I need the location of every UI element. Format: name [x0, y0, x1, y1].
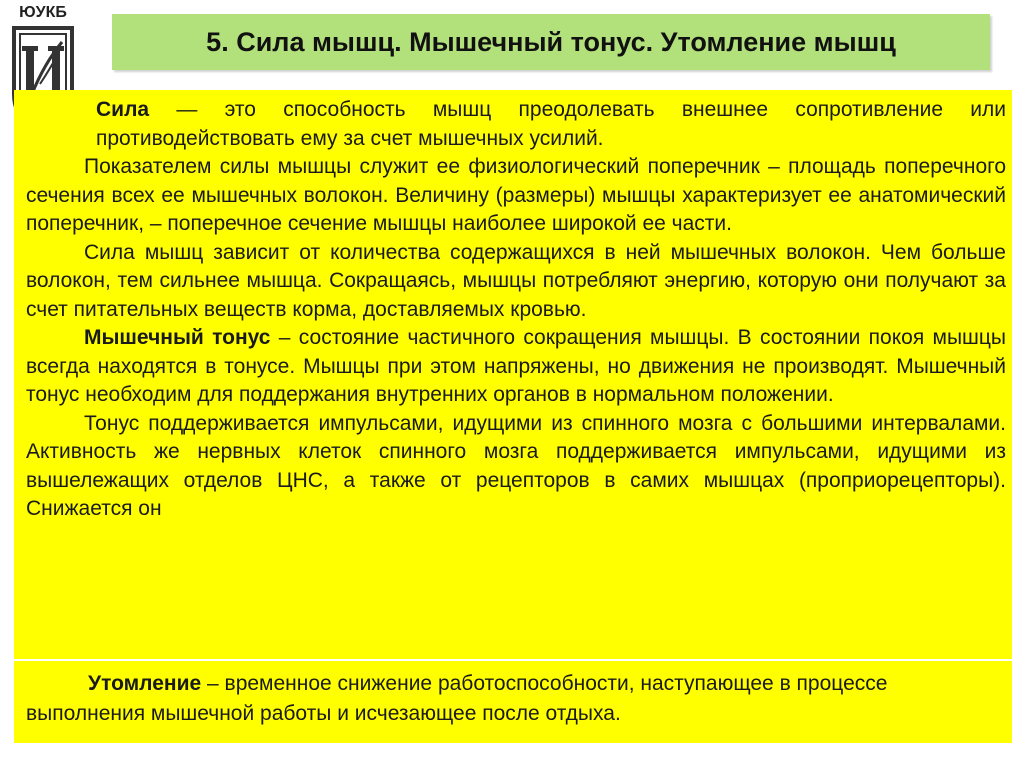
logo-text: ЮУКБ [19, 4, 67, 21]
paragraph-cross-section: Показателем силы мышцы служит ее физиологический поперечник – площадь поперечного сечения всех ее мышечных волокон. Величину (размеры) мышцы характеризует ее анатомический поперечник, – поперечное сечение мышцы наиболее широкой ее части. [26, 155, 1006, 235]
paragraph-impulses: Тонус поддерживается импульсами, идущими из спинного мозга с большими интервалами. Активность же нервных клеток спинного мозга поддерживается импульсами, идущими из вышележащих отделов ЦНС, а также от рецепторов в самих мышцах (проприорецепторы). Снижается он [26, 411, 1006, 520]
term-fatigue: Утомление [88, 672, 202, 695]
paragraph-fibers: Сила мышц зависит от количества содержащихся в ней мышечных волокон. Чем больше волокон, тем сильнее мышца. Сокращаясь, мышцы потребляют энергию, которую они получают за счет питательных веществ корма, доставляемых кровью. [26, 240, 1006, 321]
strength-definition: — это способность мышц преодолевать внешнее сопротивление или противодействовать ему за счет мышечных усилий. [96, 98, 1006, 150]
fatigue-definition: – временное снижение работоспособности, наступающее в процессе выполнения мышечной работы и исчезающее после отдыха. [26, 672, 888, 725]
bottom-margin [0, 746, 1024, 767]
paragraph-fatigue [26, 669, 1004, 729]
paragraph-tone [26, 324, 1006, 410]
paragraph-strength [26, 96, 1006, 153]
title-bar [112, 14, 990, 70]
term-strength: Сила [96, 98, 150, 121]
content-box [14, 90, 1012, 718]
tone-definition: – состояние частичного сокращения мышцы. В состоянии покоя мышцы всегда находятся в тонусе. Мышцы при этом напряжены, но движения не производят. Мышечный тонус необходим для поддержания внутренних органов в нормальном положении. [26, 326, 1007, 406]
page-title: 5. Сила мышц. Мышечный тонус. Утомление мышц [206, 26, 896, 57]
fatigue-box [14, 659, 1012, 743]
term-tone: Мышечный тонус [84, 326, 271, 349]
